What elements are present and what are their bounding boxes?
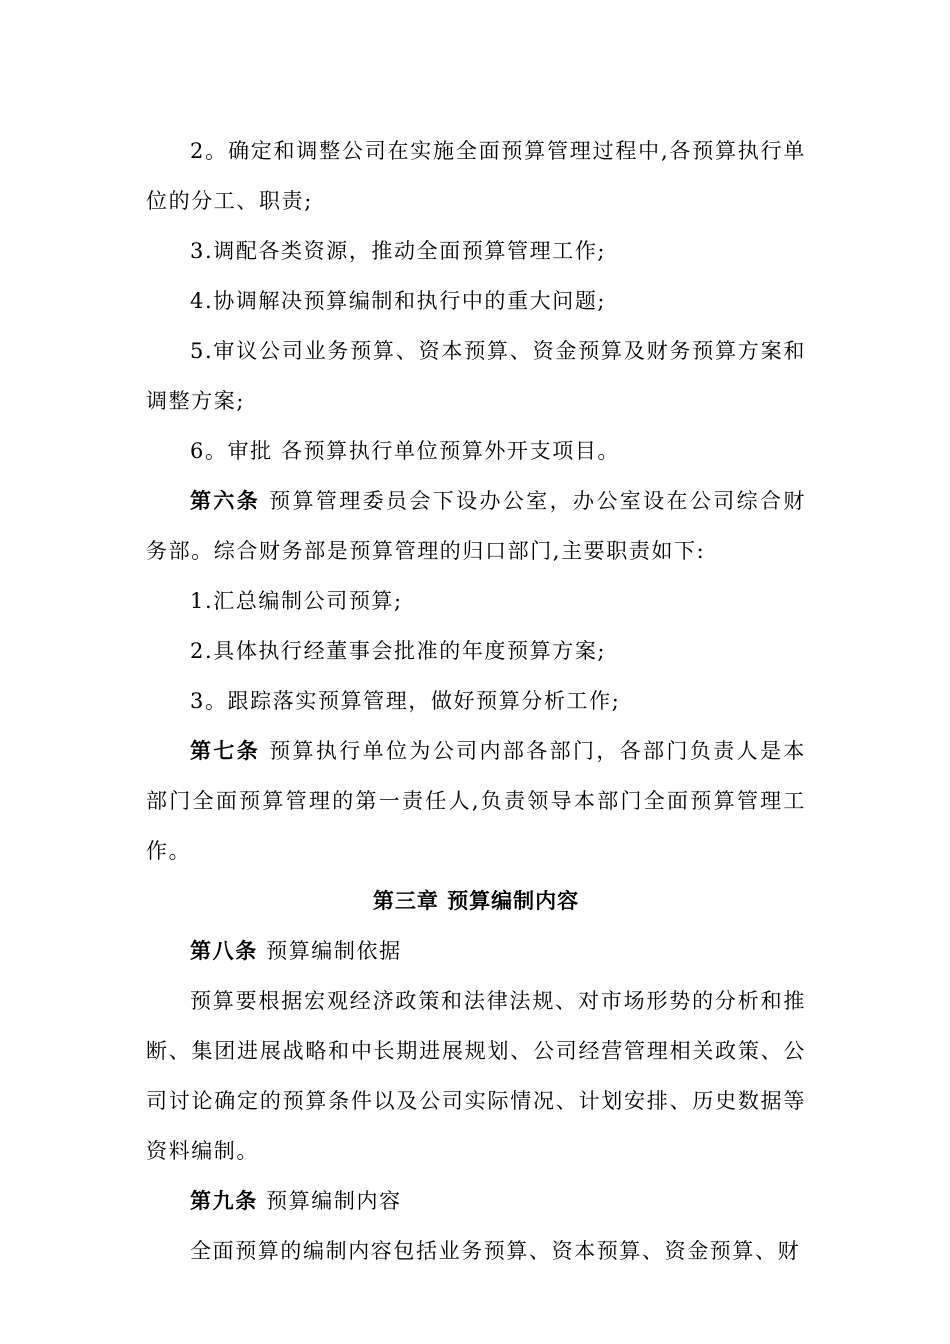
paragraph-item-3-resources [146, 226, 806, 276]
paragraph-text: 预算要根据宏观经济政策和法律法规、对市场形势的分析和推断、集团进展战略和中长期进展规划、公司经营管理相关政策、公司讨论确定的预算条件以及公司实际情况、计划安排、历史数据等资料编制。 [146, 989, 806, 1163]
paragraph-text: 6。审批 各预算执行单位预算外开支项目。 [190, 439, 621, 463]
paragraph-item-3-track [146, 676, 806, 726]
article-6-title: 第六条 [190, 489, 261, 513]
article-9-text: 预算编制内容 [257, 1189, 402, 1213]
paragraph-text: 3。跟踪落实预算管理，做好预算分析工作; [190, 689, 621, 713]
article-7 [146, 726, 806, 876]
paragraph-text: 5.审议公司业务预算、资本预算、资金预算及财务预算方案和调整方案; [146, 339, 806, 413]
article-9-title: 第九条 [190, 1189, 258, 1213]
paragraph-budget-content [146, 1226, 806, 1276]
paragraph-item-2-duties [146, 126, 806, 226]
paragraph-budget-basis [146, 976, 806, 1176]
article-8-text: 预算编制依据 [257, 939, 402, 963]
article-6-text: 预算管理委员会下设办公室，办公室设在公司综合财务部。综合财务部是预算管理的归口部门,主要职责如下: [146, 489, 806, 563]
paragraph-item-2-execute [146, 626, 806, 676]
paragraph-item-6-approve [146, 426, 806, 476]
paragraph-text: 2。确定和调整公司在实施全面预算管理过程中,各预算执行单位的分工、职责; [146, 139, 806, 213]
paragraph-text: 2.具体执行经董事会批准的年度预算方案; [190, 639, 607, 663]
article-7-text: 预算执行单位为公司内部各部门，各部门负责人是本部门全面预算管理的第一责任人,负责领导本部门全面预算管理工作。 [146, 739, 806, 863]
paragraph-text: 4.协调解决预算编制和执行中的重大问题; [190, 289, 607, 313]
paragraph-item-4-issues [146, 276, 806, 326]
paragraph-text: 3.调配各类资源，推动全面预算管理工作; [190, 239, 607, 263]
article-6 [146, 476, 806, 576]
article-9 [146, 1176, 806, 1226]
paragraph-item-5-review [146, 326, 806, 426]
chapter-3-heading: 第三章 预算编制内容 [372, 889, 580, 913]
article-7-title: 第七条 [190, 739, 261, 763]
document-body [146, 126, 806, 1276]
article-8-title: 第八条 [190, 939, 258, 963]
paragraph-text: 全面预算的编制内容包括业务预算、资本预算、资金预算、财 [190, 1239, 801, 1263]
article-8 [146, 926, 806, 976]
paragraph-text: 1.汇总编制公司预算; [190, 589, 403, 613]
paragraph-item-1-compile [146, 576, 806, 626]
